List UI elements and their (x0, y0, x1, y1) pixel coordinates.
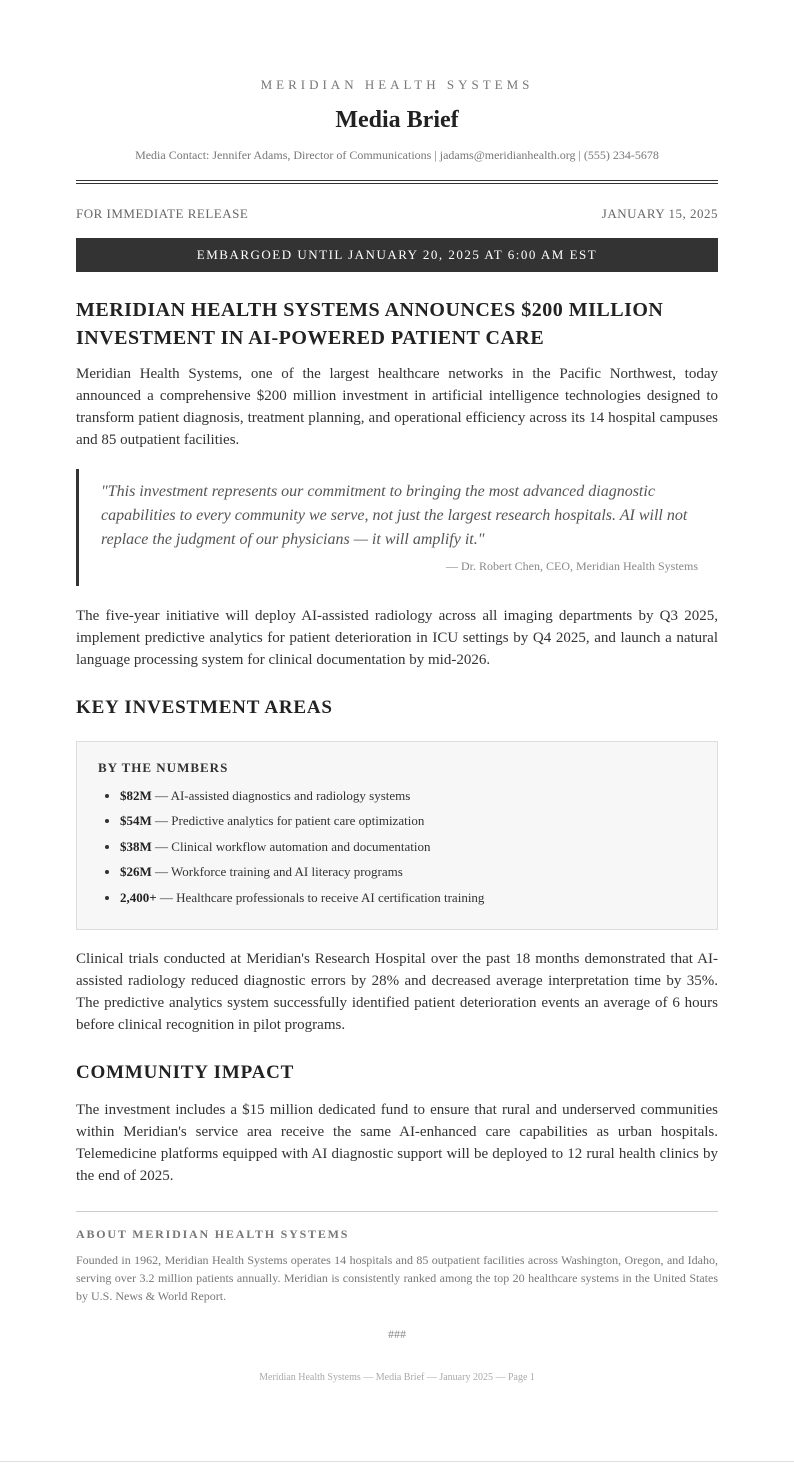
initiative-paragraph: The five-year initiative will deploy AI-assisted radiology across all imaging departments by Q3 2025, implement predictive analytics for patient deterioration in ICU settings by Q4 2025, and launch a natural language processing system for clinical documentation by mid-2026. (76, 608, 718, 668)
item-amount: 2,400+ (120, 889, 157, 905)
item-amount: $26M (120, 864, 152, 880)
release-status: FOR IMMEDIATE RELEASE (76, 206, 249, 221)
about-divider (76, 1211, 718, 1212)
media-contact: Media Contact: Jennifer Adams, Director of Communications | jadams@meridianhealth.org | (555) 234-5678 (135, 148, 659, 162)
release-row (76, 206, 718, 222)
organization-name: MERIDIAN HEALTH SYSTEMS (260, 77, 534, 92)
list-item (120, 888, 720, 913)
quote-attribution: — Dr. Robert Chen, CEO, Meridian Health Systems (446, 559, 698, 573)
document-title: Media Brief (335, 107, 459, 133)
community-paragraph: The investment includes a $15 million dedicated fund to ensure that rural and underserved communities within Meridian's service area receive the same AI-enhanced care capabilities as urban hospitals. Telemedicine platforms equipped with AI diagnostic support will be deployed to 12 rural health clinics by the end of 2025. (76, 1102, 718, 1184)
intro-paragraph: Meridian Health Systems, one of the largest healthcare networks in the Pacific Northwest, today announced a comprehensive $200 million investment in artificial intelligence technologies designed to transform patient diagnosis, treatment planning, and operational efficiency across its 14 hospital campuses and 85 outpatient facilities. (76, 366, 718, 448)
list-item (120, 786, 720, 811)
list-item (120, 862, 720, 887)
ceo-quote (76, 469, 718, 586)
by-the-numbers-box (76, 741, 718, 930)
embargo-text: EMBARGOED UNTIL JANUARY 20, 2025 AT 6:00 AM EST (196, 247, 598, 262)
item-amount: $54M (120, 813, 152, 829)
item-description: — Clinical workflow automation and documentation (151, 838, 431, 854)
headline: MERIDIAN HEALTH SYSTEMS ANNOUNCES $200 MILLION INVESTMENT IN AI-POWERED PATIENT CARE (76, 299, 664, 349)
numbers-list (98, 786, 720, 913)
item-description: — AI-assisted diagnostics and radiology systems (151, 788, 411, 803)
trials-paragraph: Clinical trials conducted at Meridian's Research Hospital over the past 18 months demonstrated that AI-assisted radiology reduced diagnostic errors by 28% and decreased average interpretation time by 35%. The predictive analytics system successfully identified patient deterioration events an average of 6 hours before clinical recognition in pilot programs. (76, 951, 718, 1033)
page-bottom-border (0, 1461, 794, 1462)
item-amount: $38M (120, 838, 152, 854)
list-item (120, 811, 720, 836)
item-amount: $82M (120, 788, 152, 803)
section-heading-investment: KEY INVESTMENT AREAS (76, 697, 333, 718)
about-heading: ABOUT MERIDIAN HEALTH SYSTEMS (76, 1227, 350, 1241)
about-text: Founded in 1962, Meridian Health Systems operates 14 hospitals and 85 outpatient facilities across Washington, Oregon, and Idaho, serving over 3.2 million patients annually. Meridian is consistently ranked among the top 20 healthcare systems in the United States by U.S. News & World Report. (76, 1253, 718, 1303)
header-divider (76, 180, 718, 184)
numbers-title: BY THE NUMBERS (98, 760, 229, 775)
section-heading-community: COMMUNITY IMPACT (76, 1062, 295, 1083)
item-description: — Workforce training and AI literacy programs (151, 864, 403, 880)
item-description: — Predictive analytics for patient care optimization (151, 813, 425, 829)
embargo-banner (76, 238, 718, 272)
item-description: — Healthcare professionals to receive AI certification training (156, 889, 485, 905)
end-mark: ### (388, 1327, 406, 1341)
release-date: JANUARY 15, 2025 (601, 206, 718, 221)
quote-text: "This investment represents our commitment to bringing the most advanced diagnostic capabilities to every community we serve, not just the largest research hospitals. AI will not replace the judgment of our physicians — it will amplify it." (101, 483, 688, 548)
page-footer: Meridian Health Systems — Media Brief — January 2025 — Page 1 (259, 1372, 535, 1383)
list-item (120, 837, 720, 862)
